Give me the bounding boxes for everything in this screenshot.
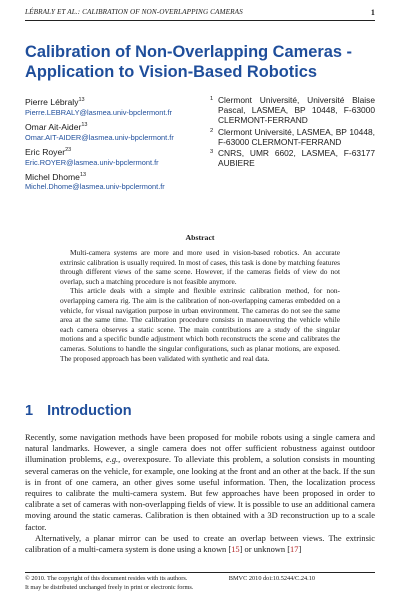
author-list xyxy=(25,95,205,194)
author-affiliation-marks: 13 xyxy=(79,171,87,178)
body-text: Alternatively, a planar mirror can be used to create an overlap between views. The extrinsic calibration of a multi-camera system is done using a known [ xyxy=(25,532,375,555)
body-paragraph xyxy=(25,432,375,533)
section-body xyxy=(25,432,375,555)
body-paragraph xyxy=(25,533,375,555)
author-entry xyxy=(25,145,205,168)
affiliation-entry xyxy=(210,148,375,168)
abstract-paragraph: Multi-camera systems are more and more used in vision-based robotics. An accurate extrinsic calibration is usually required. In most of cases, this task is done by matching features through different views of the same scene. However, if the cameras fields of view do not overlap, such a matching procedure is not feasible anymore. xyxy=(60,248,341,286)
affiliation-mark: 3 xyxy=(210,149,214,156)
citation-link[interactable]: 15 xyxy=(231,544,240,555)
affiliation-mark: 2 xyxy=(210,127,214,134)
author-email[interactable]: Michel.Dhome@lasmea.univ-bpclermont.fr xyxy=(25,182,165,192)
author-affiliation-marks: 23 xyxy=(65,146,72,153)
affiliation-list xyxy=(210,95,375,169)
distribution-line: It may be distributed unchanged freely in print or electronic forms. xyxy=(25,583,194,591)
running-title-author: LÉBRALY xyxy=(25,8,56,16)
author-name: Michel Dhome xyxy=(25,171,80,182)
affiliation-text: Clermont Université, Université Blaise Pascal, LASMEA, BP 10448, F-63000 CLERMONT-FERRAND xyxy=(218,95,375,126)
author-email[interactable]: Eric.ROYER@lasmea.univ-bpclermont.fr xyxy=(25,157,159,167)
paper-title: Calibration of Non-Overlapping Cameras - Application to Vision-Based Robotics xyxy=(25,43,352,81)
author-name: Eric Royer xyxy=(25,146,66,157)
abstract-heading: Abstract xyxy=(185,233,215,242)
body-text: Recently, some navigation methods have been proposed for mobile robots using a single camera and natural landmarks. However, a single camera does not offer sufficient robustness against outdoor illumination problems, xyxy=(25,432,375,465)
author-name: Pierre Lébraly xyxy=(25,96,79,107)
running-header xyxy=(25,8,375,20)
running-title-rest: ET AL.: CALIBRATION OF NON-OVERLAPPING CAMERAS xyxy=(55,8,243,16)
footer-doi: BMVC 2010 doi:10.5244/C.24.10 xyxy=(228,575,315,582)
citation-link[interactable]: 17 xyxy=(290,544,299,555)
author-affiliation-marks: 13 xyxy=(81,121,88,128)
affiliation-text: CNRS, UMR 6602, LASMEA, F-63177 AUBIERE xyxy=(218,148,375,169)
copyright-line: © 2010. The copyright of this document resides with its authors. xyxy=(25,575,188,582)
author-entry xyxy=(25,170,205,193)
abstract-body xyxy=(60,248,340,363)
author-entry xyxy=(25,95,205,118)
footer-rule xyxy=(25,572,375,573)
affiliation-entry xyxy=(210,127,375,147)
author-email[interactable]: Pierre.LEBRALY@lasmea.univ-bpclermont.fr xyxy=(25,107,173,117)
affiliation-mark: 1 xyxy=(210,96,214,102)
author-name: Omar Ait-Aider xyxy=(25,121,82,132)
page-number: 1 xyxy=(370,8,375,17)
author-email[interactable]: Omar.AIT-AIDER@lasmea.univ-bpclermont.fr xyxy=(25,132,174,142)
section-heading xyxy=(25,403,132,419)
section-number: 1 xyxy=(25,403,34,419)
section-title: Introduction xyxy=(47,403,132,419)
abstract-paragraph: This article deals with a simple and flexible extrinsic calibration method, for non-overlapping camera rig. The aim is the calibration of non-overlapping cameras embedded on a vehicle, for visual navigation purpose in urban environment. The cameras do not see the same area at the same time. The calibration procedure consists in manoeuvring the vehicle while each camera observes a static scene. The main contributions are a study of the singular motions and a specific bundle adjustment which both reconstructs the scene and calibrates the cameras. Solutions to handle the singular configurations, such as planar motions, are exposed. The proposed approach has been validated with synthetic and real data. xyxy=(60,286,340,363)
affiliation-entry xyxy=(210,95,375,126)
body-text: ] xyxy=(298,544,302,555)
body-text: , overexposure. To alleviate this problem, a solution consists in mounting several cameras on the vehicle, for example, one looking at the front and an other at the back. If the sun is in front of one camera, an other gives some useful information. Then, the localization process requires to calibrate the multi-camera system. But few approaches have been proposed in order to calibrate a set of cameras with non-overlapping fields of view. It is possible to use an additional camera moving around the static cameras. Calibration is then obtained with a 3D reconstruction up to a scale factor. xyxy=(25,454,376,532)
body-text: ] or unknown [ xyxy=(239,544,291,555)
author-entry xyxy=(25,120,205,143)
affiliation-text: Clermont Université, LASMEA, BP 10448, F-63000 CLERMONT-FERRAND xyxy=(218,126,375,147)
body-text-italic: e.g. xyxy=(105,454,119,465)
footer-copyright xyxy=(25,575,193,592)
header-rule xyxy=(25,20,375,21)
author-affiliation-marks: 13 xyxy=(78,97,85,103)
